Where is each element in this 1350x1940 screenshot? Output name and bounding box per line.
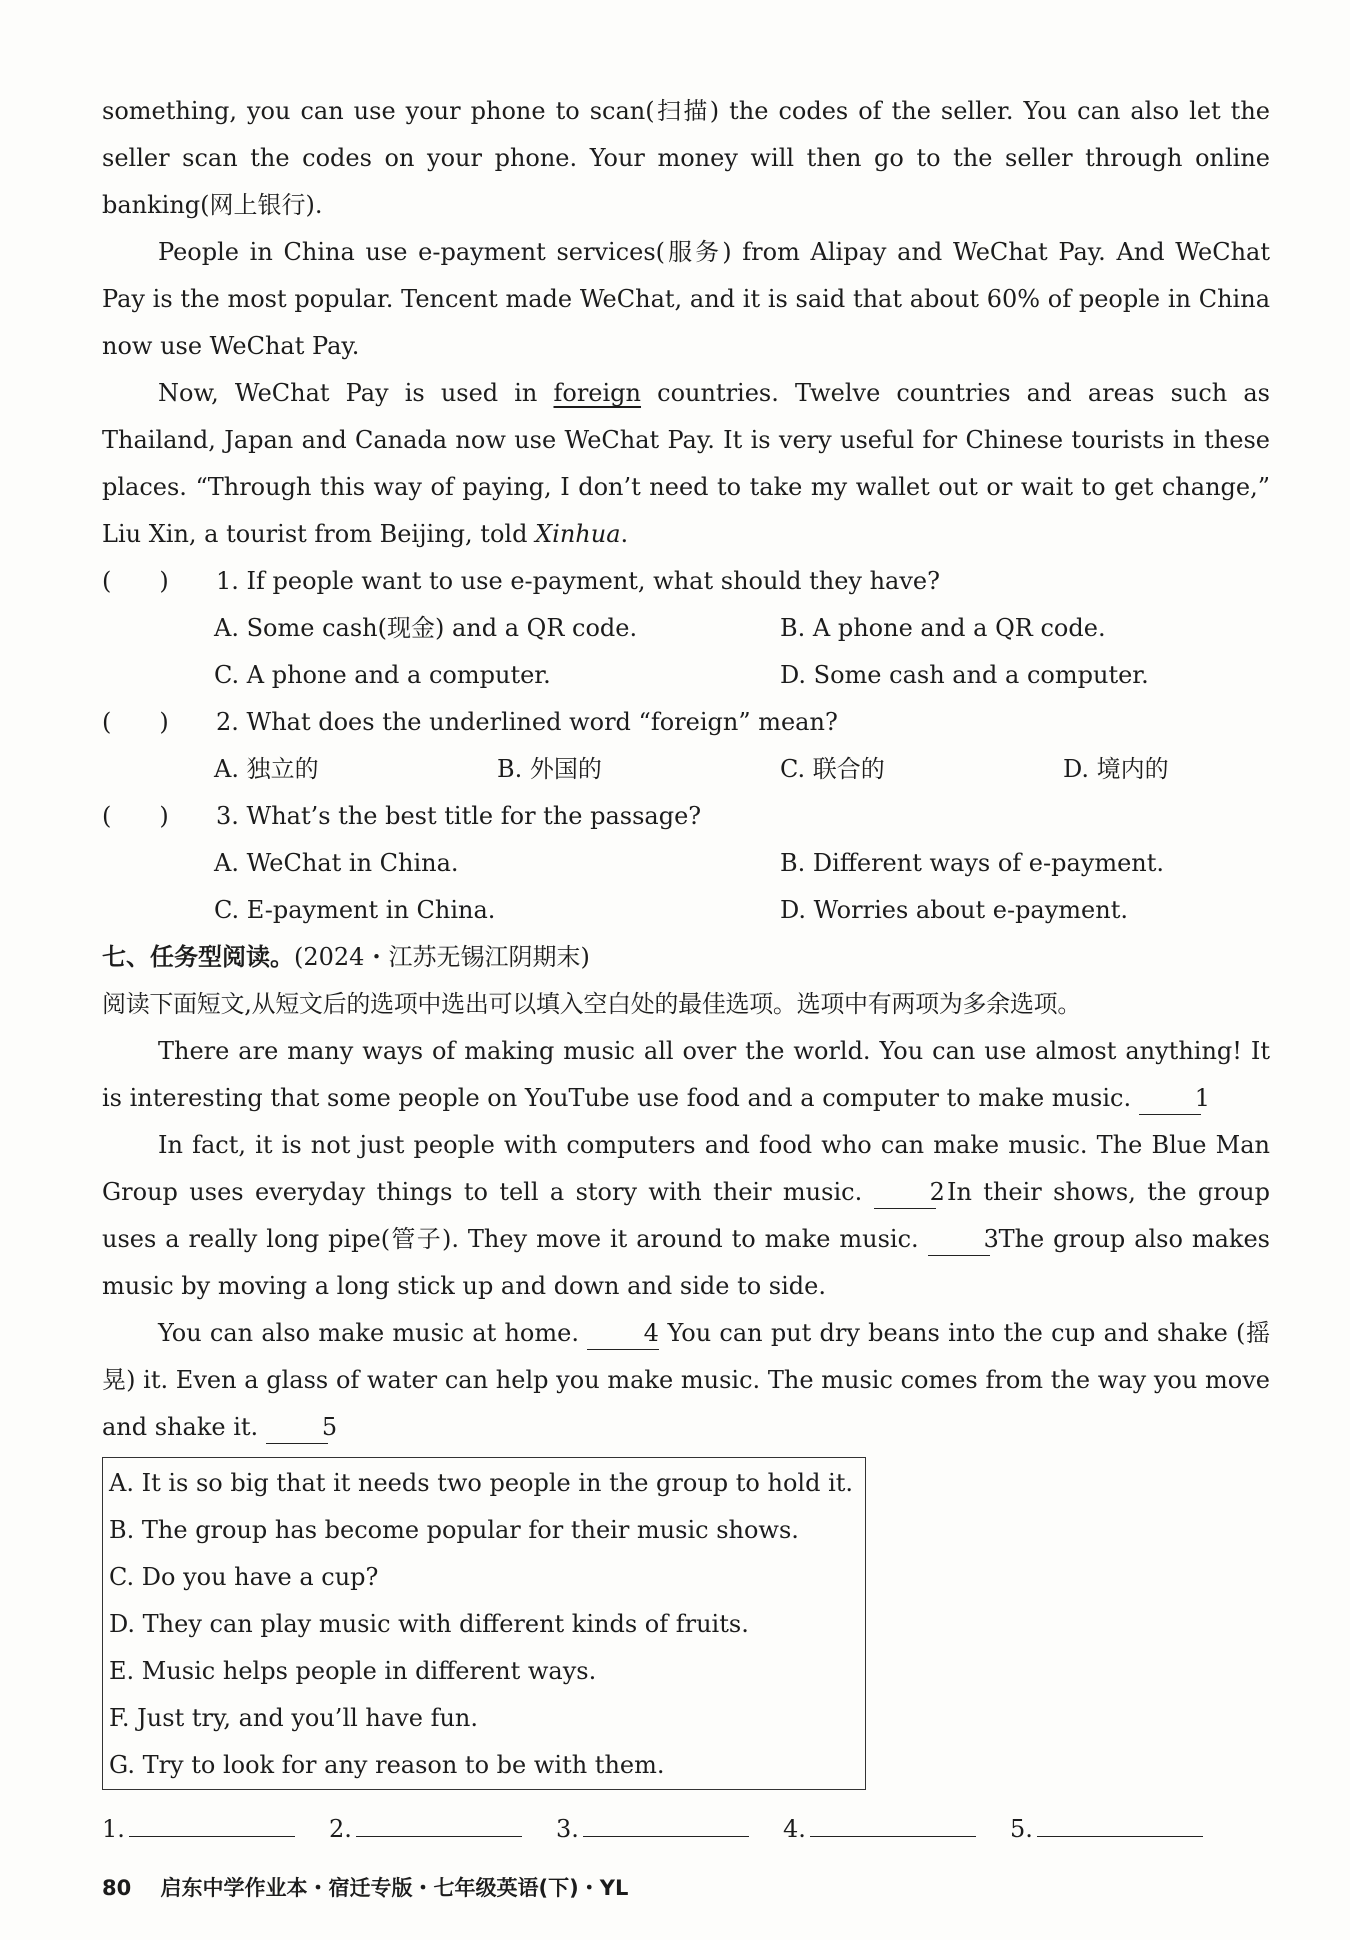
blank-3[interactable]: 3 [928, 1223, 990, 1256]
passage-paragraph-3 [102, 370, 1270, 558]
q1-option-c: C. A phone and a computer. [214, 661, 551, 689]
answer-4 [783, 1802, 1010, 1853]
blank-5[interactable]: 5 [266, 1411, 328, 1444]
question-3 [102, 793, 1270, 840]
q1-option-a: A. Some cash(现金) and a QR code. [214, 614, 638, 642]
answer-2 [329, 1802, 556, 1853]
q1-option-d: D. Some cash and a computer. [780, 661, 1149, 689]
task-p2-text-b: In their shows, the group uses a really long pipe(管子). They move it around to make music. [102, 1178, 1270, 1253]
question-3-options-row-2 [102, 887, 1270, 934]
section-7-title [102, 934, 1270, 981]
answer-line-5[interactable] [1037, 1802, 1203, 1837]
task-p2-text-c: The group also makes music by moving a long stick up and down and side to side. [102, 1225, 1270, 1300]
answer-line-3[interactable] [583, 1802, 749, 1837]
passage-paragraph-2: People in China use e-payment services(服务) from Alipay and WeChat Pay. And WeChat Pay is the most popular. Tencent made WeChat, and it is said that about 60% of people in China now use WeChat Pay. [102, 238, 1270, 360]
question-2 [102, 699, 1270, 746]
question-1 [102, 558, 1270, 605]
q3-option-b: B. Different ways of e-payment. [780, 849, 1165, 877]
q2-option-d: D. 境内的 [1063, 755, 1169, 783]
task-paragraph-1 [102, 1028, 1270, 1122]
box-option-c: C. Do you have a cup? [109, 1563, 379, 1591]
answer-row [102, 1802, 1270, 1853]
box-option-d: D. They can play music with different kinds of fruits. [109, 1610, 749, 1638]
p3-text-end: . [620, 520, 629, 548]
underlined-word-foreign: foreign [553, 379, 642, 407]
question-2-options-row [102, 746, 1270, 793]
question-3-options-row-1 [102, 840, 1270, 887]
box-option-b: B. The group has become popular for their music shows. [109, 1516, 799, 1544]
task-paragraph-2 [102, 1122, 1270, 1310]
answer-3 [556, 1802, 783, 1853]
q3-option-a: A. WeChat in China. [214, 849, 459, 877]
p3-text-after: countries. Twelve countries and areas such as Thailand, Japan and Canada now use WeChat Pay. It is very useful for Chinese tourists in these places. “Through this way of paying, I don’t need to take my wallet out or wait to get change,” Liu Xin, a tourist from Beijing, told [102, 379, 1270, 548]
answer-label-5: 5. [1010, 1815, 1033, 1843]
answer-1 [102, 1802, 329, 1853]
page-content [102, 88, 1270, 1853]
book-title: 启东中学作业本・宿迁专版・七年级英语(下)・YL [160, 1876, 629, 1900]
answer-line-2[interactable] [356, 1802, 522, 1837]
question-2-stem: 2. What does the underlined word “foreign” mean? [216, 708, 838, 736]
task-p1-text: There are many ways of making music all over the world. You can use almost anything! It is interesting that some people on YouTube use food and a computer to make music. [102, 1037, 1270, 1112]
question-1-stem: 1. If people want to use e-payment, what should they have? [216, 567, 940, 595]
task-p3-text-a: You can also make music at home. [158, 1319, 579, 1347]
section-7-heading: 七、任务型阅读。 [102, 943, 294, 971]
q2-option-b: B. 外国的 [497, 755, 602, 783]
answer-label-3: 3. [556, 1815, 579, 1843]
answer-line-1[interactable] [129, 1802, 295, 1837]
q2-option-a: A. 独立的 [214, 755, 319, 783]
answer-paren-1[interactable]: ( ) [102, 567, 169, 595]
section-7-source: (2024・江苏无锡江阴期末) [294, 943, 590, 971]
task-paragraph-3 [102, 1310, 1270, 1451]
answer-line-4[interactable] [810, 1802, 976, 1837]
question-3-stem: 3. What’s the best title for the passage? [216, 802, 702, 830]
blank-2[interactable]: 2 [874, 1176, 936, 1209]
answer-paren-2[interactable]: ( ) [102, 708, 169, 736]
answer-label-4: 4. [783, 1815, 806, 1843]
task-p3-text-b: You can put dry beans into the cup and shake (摇晃) it. Even a glass of water can help you make music. The music comes from the way you move and shake it. [102, 1319, 1270, 1441]
options-box [102, 1457, 866, 1790]
page-number: 80 [102, 1876, 132, 1900]
passage-paragraph-1: something, you can use your phone to scan(扫描) the codes of the seller. You can also let the seller scan the codes on your phone. Your money will then go to the seller through online banking(网上银行). [102, 97, 1270, 219]
p3-text-before: Now, WeChat Pay is used in [158, 379, 554, 407]
q2-option-c: C. 联合的 [780, 755, 885, 783]
answer-label-2: 2. [329, 1815, 352, 1843]
box-option-a: A. It is so big that it needs two people in the group to hold it. [109, 1469, 854, 1497]
q3-option-d: D. Worries about e-payment. [780, 896, 1128, 924]
box-option-e: E. Music helps people in different ways. [109, 1657, 597, 1685]
question-1-options-row-2 [102, 652, 1270, 699]
blank-4[interactable]: 4 [587, 1317, 659, 1350]
answer-5 [1010, 1802, 1237, 1853]
source-xinhua: Xinhua [535, 520, 621, 548]
answer-label-1: 1. [102, 1815, 125, 1843]
question-1-options-row-1 [102, 605, 1270, 652]
box-option-f: F. Just try, and you’ll have fun. [109, 1704, 478, 1732]
page-footer [102, 1872, 628, 1902]
box-option-g: G. Try to look for any reason to be with them. [109, 1751, 665, 1779]
task-p2-text-a: In fact, it is not just people with computers and food who can make music. The Blue Man Group uses everyday things to tell a story with their music. [102, 1131, 1270, 1206]
blank-1[interactable]: 1 [1139, 1082, 1201, 1115]
q3-option-c: C. E-payment in China. [214, 896, 496, 924]
section-7-instruction: 阅读下面短文,从短文后的选项中选出可以填入空白处的最佳选项。选项中有两项为多余选项。 [102, 990, 1082, 1018]
q1-option-b: B. A phone and a QR code. [780, 614, 1106, 642]
answer-paren-3[interactable]: ( ) [102, 802, 169, 830]
